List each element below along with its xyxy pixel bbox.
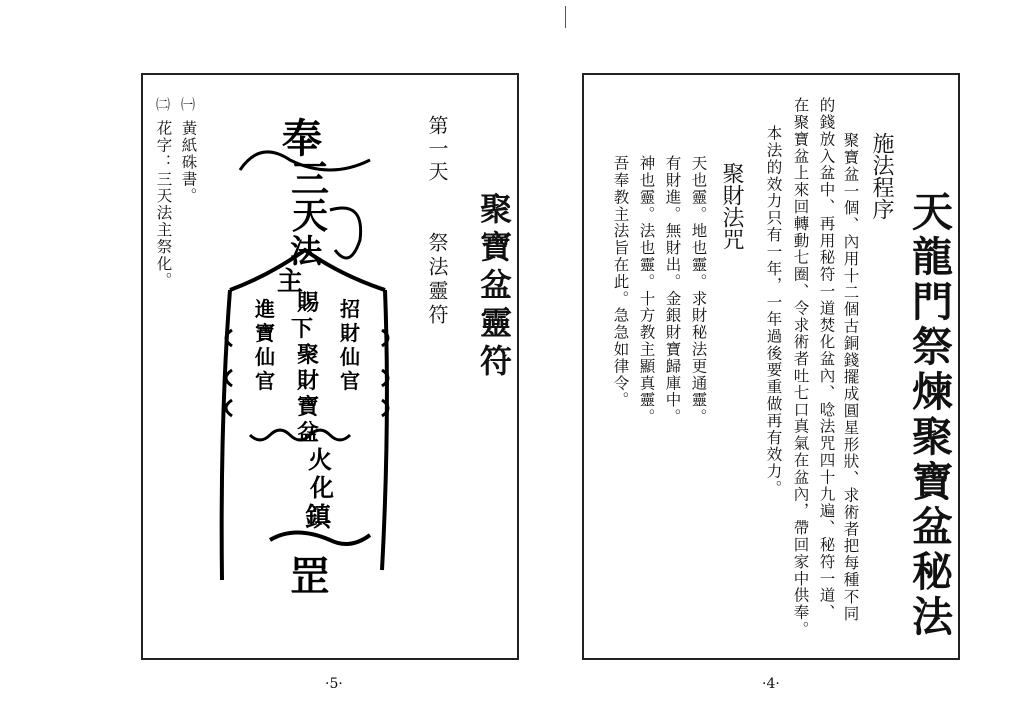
subtitle-name: 祭法靈符 — [425, 232, 449, 328]
talisman-char: 財 — [340, 321, 360, 345]
talisman-char: 進 — [255, 297, 275, 321]
talisman-top-char: 法 — [289, 232, 323, 270]
talisman-char: 招 — [340, 297, 360, 321]
talisman-char: 財 — [296, 368, 320, 394]
page-number-left: ·5· — [325, 676, 343, 692]
talisman-top-char: 三 — [290, 156, 330, 201]
note-2-text: 花字：三天法主祭化。 — [154, 120, 173, 289]
talisman-char: 官 — [255, 369, 275, 393]
talisman-char: 寶 — [255, 321, 275, 345]
talisman-char: 火 — [308, 445, 332, 474]
page-title: 天龍門祭煉聚寶盆秘法 — [905, 190, 953, 640]
talisman-stroke — [226, 370, 232, 386]
procedure-line: 的錢放入盆中、再用秘符一道焚化盆內、唸法咒四十九遍、秘符一道、 — [817, 97, 836, 621]
talisman-page-title: 聚寶盆靈符 — [475, 192, 513, 382]
note-1-text: 黃紙硃書。 — [179, 120, 198, 205]
procedure-line: 聚寶盆一個、內用十二個古銅錢擺成圓星形狀、求術者把每種不同 — [841, 132, 860, 623]
talisman-drawing — [210, 100, 400, 600]
procedure-line: 在聚寶盆上來回轉動七圈、令求術者吐七口真氣在盆內，帶回家中供奉。 — [791, 97, 810, 638]
talisman-char: 寶 — [296, 394, 320, 420]
talisman-stroke — [330, 208, 361, 258]
talisman-char: 下 — [290, 316, 314, 342]
incantation-line: 神也靈。法也靈。十方教主顯真靈。 — [637, 155, 656, 426]
talisman-char: 仙 — [255, 345, 275, 369]
incantation-line: 天也靈。地也靈。求財秘法更通靈。 — [689, 155, 708, 426]
talisman-char: 鎮 — [304, 503, 332, 533]
talisman-char: 盆 — [296, 420, 320, 446]
talisman-char: 罡 — [290, 553, 330, 600]
incantation-line: 有財進。無財出。金銀財寶歸庫中。 — [663, 155, 682, 426]
talisman-char: 賜 — [296, 290, 320, 316]
page-number-right: ·4· — [762, 676, 780, 692]
talisman-top-char: 天 — [291, 195, 329, 237]
talisman-top-char: 奉 — [282, 115, 322, 162]
talisman-char: 官 — [340, 369, 360, 393]
talisman-stroke — [226, 330, 232, 346]
talisman-char: 化 — [310, 473, 334, 502]
talisman-stroke — [270, 533, 370, 545]
talisman-top-char: 主 — [276, 267, 304, 297]
talisman-char: 聚 — [296, 342, 320, 368]
note-2-mark: ㈡ — [154, 97, 170, 111]
subtitle-day: 第一天 — [425, 115, 449, 184]
gutter-mark — [565, 6, 566, 28]
note-1-mark: ㈠ — [179, 97, 195, 111]
procedure-line: 本法的效力只有一年，一年過後要重做再有效力。 — [764, 125, 783, 497]
section-heading-procedure: 施法程序 — [869, 132, 894, 220]
talisman-stroke — [226, 400, 232, 416]
section-heading-incantation: 聚財法咒 — [719, 162, 744, 250]
talisman-char: 仙 — [340, 345, 360, 369]
incantation-line: 吾奉教主法旨在此。急急如律令。 — [611, 155, 630, 409]
